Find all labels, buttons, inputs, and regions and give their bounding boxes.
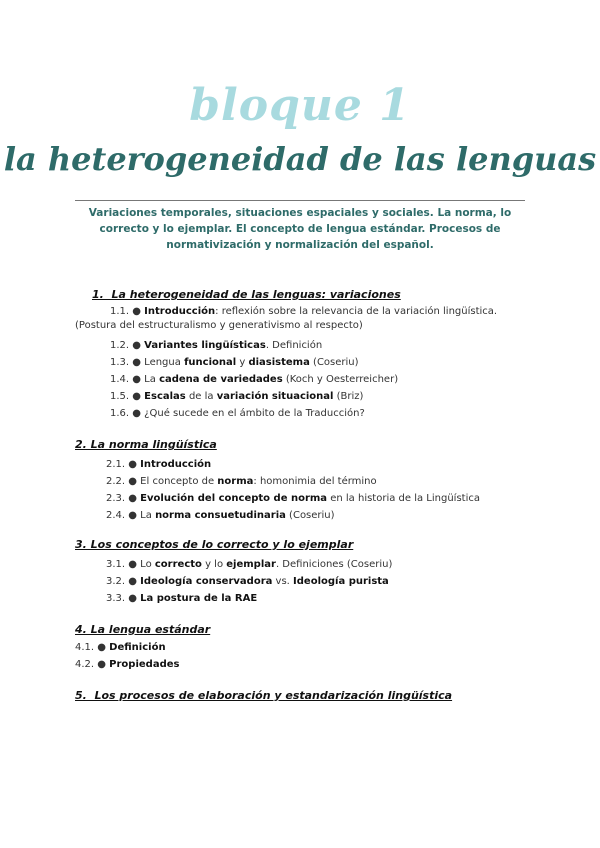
item-keyword: Ideología conservadora <box>140 576 273 587</box>
item-keyword: Introducción <box>140 459 212 470</box>
item-text: de la <box>185 391 217 402</box>
list-item <box>106 558 392 572</box>
item-number: 3.1. ● <box>106 559 141 570</box>
item-keyword: Definición <box>109 642 166 653</box>
list-item <box>75 305 520 333</box>
list-item <box>106 575 389 589</box>
section-heading-5: 5. Los procesos de elaboración y estandarización lingüística <box>75 689 453 702</box>
title-bloque: bloque 1 <box>189 80 411 131</box>
list-item <box>75 641 166 655</box>
item-number: 1.5. ● <box>110 391 145 402</box>
item-keyword: Variantes lingüísticas <box>144 340 266 351</box>
section-heading-4: 4. La lengua estándar <box>75 623 211 636</box>
item-keyword: Propiedades <box>109 659 180 670</box>
item-text: . Definiciones (Coseriu) <box>275 559 393 570</box>
item-number: 3.3. ● <box>106 593 141 604</box>
list-item <box>75 658 179 672</box>
item-keyword: Ideología purista <box>293 576 389 587</box>
item-keyword: diasistema <box>248 357 310 368</box>
item-number: 2.1. ● <box>106 459 141 470</box>
item-keyword: La postura de la RAE <box>140 593 258 604</box>
list-item <box>110 407 365 421</box>
item-text: La <box>144 374 160 385</box>
title-main: la heterogeneidad de las lenguas <box>3 140 597 178</box>
item-text: : homonimia del término <box>253 476 377 487</box>
item-text: El concepto de <box>140 476 218 487</box>
item-text: (Coseriu) <box>309 357 359 368</box>
item-text: . Definición <box>265 340 323 351</box>
item-keyword: funcional <box>184 357 237 368</box>
subtitle: Variaciones temporales, situaciones espaciales y sociales. La norma, lo correcto y lo ejemplar. El concepto de lengua estándar. Procesos de normativización y normalización del español. <box>88 207 512 251</box>
list-item <box>110 356 359 370</box>
item-text: (Briz) <box>333 391 364 402</box>
item-text: y lo <box>201 559 227 570</box>
divider <box>75 200 525 201</box>
item-number: 1.6. ● <box>110 408 145 419</box>
list-item <box>106 492 480 506</box>
item-number: 1.3. ● <box>110 357 145 368</box>
list-item <box>106 509 335 523</box>
list-item <box>110 339 322 353</box>
item-number: 2.4. ● <box>106 510 141 521</box>
item-keyword: Escalas <box>144 391 186 402</box>
item-text: (Coseriu) <box>285 510 335 521</box>
item-text: y <box>236 357 249 368</box>
section-heading-3: 3. Los conceptos de lo correcto y lo ejemplar <box>75 538 354 551</box>
list-item <box>110 390 363 404</box>
section-heading-1: 1. La heterogeneidad de las lenguas: variaciones <box>92 288 401 301</box>
item-text: ¿Qué sucede en el ámbito de la Traducción? <box>144 408 365 419</box>
item-number: 3.2. ● <box>106 576 141 587</box>
item-keyword: norma consuetudinaria <box>155 510 286 521</box>
item-keyword: variación situacional <box>216 391 334 402</box>
section-heading-2: 2. La norma lingüística <box>75 438 217 451</box>
item-keyword: Introducción <box>144 306 216 317</box>
item-number: 2.3. ● <box>106 493 141 504</box>
item-keyword: Evolución del concepto de norma <box>140 493 328 504</box>
item-keyword: norma <box>217 476 254 487</box>
item-number: 4.2. ● <box>75 659 110 670</box>
item-number: 1.1. ● <box>110 306 145 317</box>
item-keyword: ejemplar <box>226 559 276 570</box>
item-number: 4.1. ● <box>75 642 110 653</box>
item-text: en la historia de la Lingüística <box>327 493 480 504</box>
list-item <box>106 475 377 489</box>
list-item <box>106 458 211 472</box>
list-item <box>110 373 398 387</box>
item-number: 1.4. ● <box>110 374 145 385</box>
list-item <box>106 592 257 606</box>
item-keyword: cadena de variedades <box>159 374 283 385</box>
item-text: (Koch y Oesterreicher) <box>282 374 399 385</box>
item-text: Lo <box>140 559 155 570</box>
item-keyword: correcto <box>154 559 202 570</box>
item-text: : reflexión sobre la relevancia de la variación lingüística. (Postura del estructuralismo y generativismo al respecto) <box>75 306 498 331</box>
item-text: La <box>140 510 156 521</box>
item-text: Lengua <box>144 357 185 368</box>
item-number: 2.2. ● <box>106 476 141 487</box>
item-number: 1.2. ● <box>110 340 145 351</box>
item-text: vs. <box>272 576 294 587</box>
